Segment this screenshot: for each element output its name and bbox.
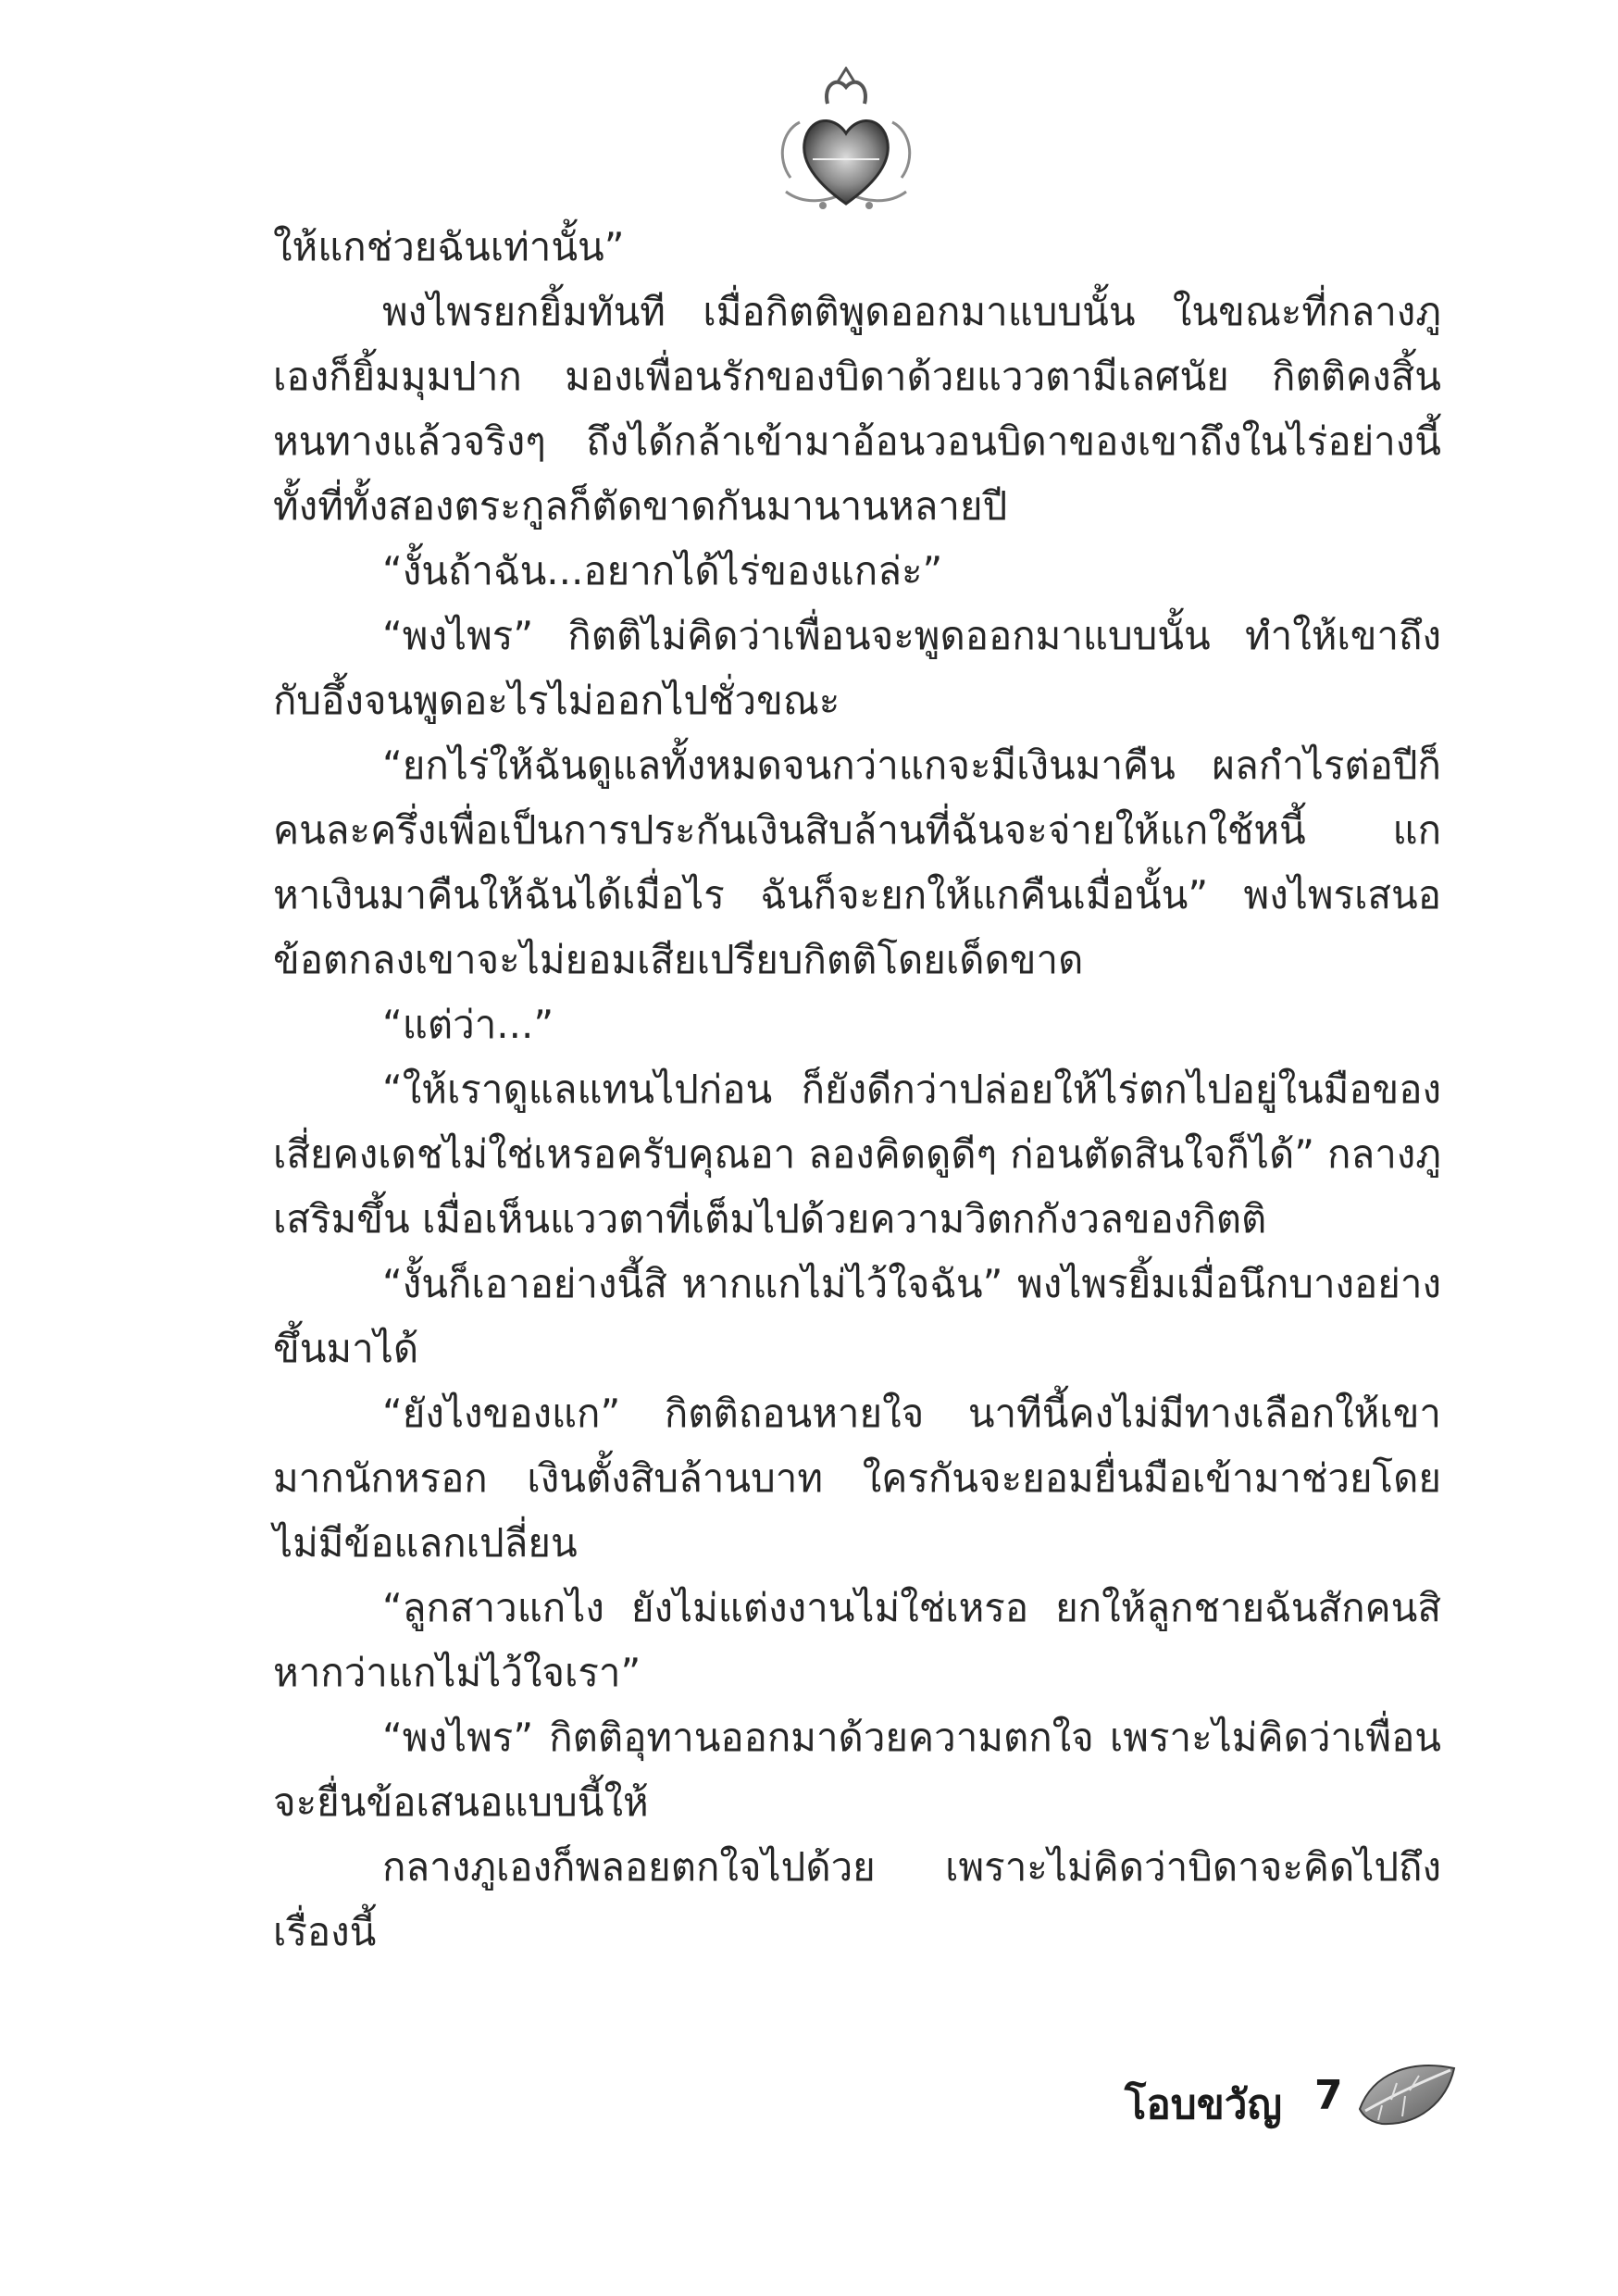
paragraph: “ให้เราดูแลแทนไปก่อน ก็ยังดีกว่าปล่อยให้ไร่ตกไปอยู่ในมือของเสี่ยคงเดชไม่ใช่เหรอครับคุณอา ลองคิดดูดีๆ ก่อนตัดสินใจก็ได้” กลางภูเสริมขึ้น เมื่อเห็นแววตาที่เต็มไปด้วยความวิตกกังวลของกิตติ [273,1067,1441,1242]
paragraph: “ลูกสาวแกไง ยังไม่แต่งงานไม่ใช่เหรอ ยกให้ลูกชายฉันสักคนสิหากว่าแกไม่ไว้ใจเรา” [273,1585,1441,1695]
paragraph: “แต่ว่า...” [382,1002,554,1047]
book-title: โอบขวัญ [1124,2081,1282,2128]
paragraph: กลางภูเองก็พลอยตกใจไปด้วย เพราะไม่คิดว่าบิดาจะคิดไปถึงเรื่องนี้ [273,1844,1441,1954]
paragraph: พงไพรยกยิ้มทันที เมื่อกิตติพูดออกมาแบบนั้น ในขณะที่กลางภูเองก็ยิ้มมุมปาก มองเพื่อนรักของบิดาด้วยแววตามีเลศนัย กิตติคงสิ้นหนทางแล้วจริงๆ ถึงได้กล้าเข้ามาอ้อนวอนบิดาของเขาถึงในไร่อย่างนี้ ทั้งที่ทั้งสองตระกูลก็ตัดขาดกันมานานหลายปี [273,289,1441,529]
paragraph: ให้แกช่วยฉันเท่านั้น” [273,224,625,269]
leaf-icon [1354,2055,1461,2129]
paragraph: “พงไพร” กิตติอุทานออกมาด้วยความตกใจ เพราะไม่คิดว่าเพื่อนจะยื่นข้อเสนอแบบนี้ให้ [273,1715,1441,1825]
paragraph: “ยกไร่ให้ฉันดูแลทั้งหมดจนกว่าแกจะมีเงินมาคืน ผลกำไรต่อปีก็คนละครึ่งเพื่อเป็นการประกันเงินสิบล้านที่ฉันจะจ่ายให้แกใช้หนี้ แกหาเงินมาคืนให้ฉันได้เมื่อไร ฉันก็จะยกให้แกคืนเมื่อนั้น” พงไพรเสนอข้อตกลงเขาจะไม่ยอมเสียเปรียบกิตติโดยเด็ดขาด [273,742,1441,982]
story-body [273,215,1441,1965]
paragraph: “ยังไงของแก” กิตติถอนหายใจ นาทีนี้คงไม่มีทางเลือกให้เขามากนักหรอก เงินตั้งสิบล้านบาท ใครกันจะยอมยื่นมือเข้ามาช่วยโดยไม่มีข้อแลกเปลี่ยน [273,1391,1441,1566]
paragraph: “งั้นถ้าฉัน...อยากได้ไร่ของแกล่ะ” [382,548,943,593]
page-number: 7 [1314,2072,1343,2119]
ornamental-crest-icon [772,67,920,215]
paragraph: “งั้นก็เอาอย่างนี้สิ หากแกไม่ไว้ใจฉัน” พงไพรยิ้มเมื่อนึกบางอย่างขึ้นมาได้ [273,1261,1441,1371]
paragraph: “พงไพร” กิตติไม่คิดว่าเพื่อนจะพูดออกมาแบบนั้น ทำให้เขาถึงกับอึ้งจนพูดอะไรไม่ออกไปชั่วขณะ [273,613,1441,723]
